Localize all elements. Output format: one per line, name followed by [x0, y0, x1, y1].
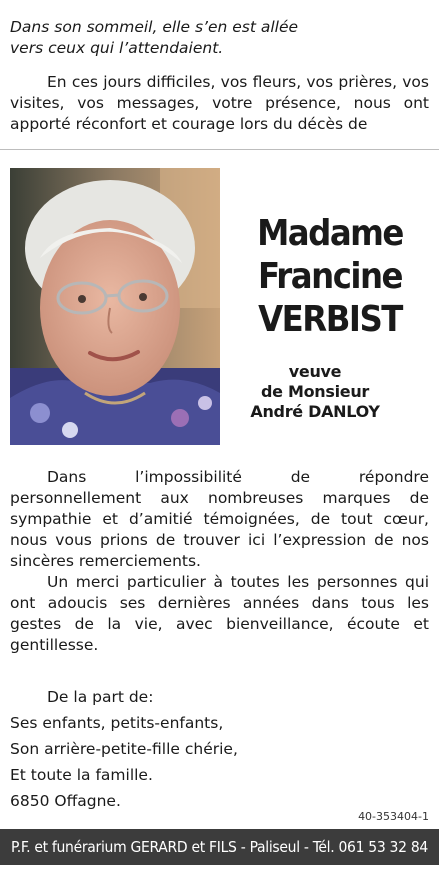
reference-number: 40-353404-1 — [358, 810, 429, 823]
deceased-title: Madame — [257, 213, 403, 254]
deceased-first-name: Francine — [257, 256, 403, 297]
thanks-paragraph-1: Dans l’impossibilité de répondre personnellement aux nombreuses marques de sympathie et d’amitié témoignées, de tout cœur, nous vous prions de trouver ici l’expression de nos sincères remerciements. — [10, 468, 429, 570]
epigraph-line-1: Dans son sommeil, elle s’en est allée — [10, 18, 299, 36]
intro-paragraph: En ces jours difficiles, vos fleurs, vos prières, vos visites, vos messages, votre présence, nous ont apporté réconfort et courage lors du décès de — [10, 73, 429, 133]
widow-of — [230, 362, 400, 422]
signature-line: Ses enfants, petits-enfants, — [10, 714, 224, 732]
deceased-name — [230, 212, 430, 341]
portrait-photo — [10, 168, 220, 445]
widow-line-1: veuve — [288, 362, 342, 381]
signature-block — [10, 684, 429, 814]
signature-from: De la part de: — [47, 688, 154, 706]
widow-line-2: de Monsieur — [260, 382, 370, 401]
thanks-paragraph-2: Un merci particulier à toutes les personnes qui ont adoucis ses dernières années dans tous les gestes de la vie, avec bienveillance, écoute et gentillesse. — [10, 573, 429, 654]
signature-line: Et toute la famille. — [10, 766, 153, 784]
thanks-section — [10, 467, 429, 656]
deceased-last-name: VERBIST — [258, 299, 402, 340]
funeral-home-banner: P.F. et funérarium GERARD et FILS - Paliseul - Tél. 061 53 32 84 — [0, 829, 439, 865]
signature-line: 6850 Offagne. — [10, 792, 121, 810]
epigraph — [10, 17, 430, 59]
divider — [0, 149, 439, 150]
epigraph-line-2: vers ceux qui l’attendaient. — [10, 39, 224, 57]
widow-line-3: André DANLOY — [250, 402, 380, 421]
signature-line: Son arrière-petite-fille chérie, — [10, 740, 238, 758]
